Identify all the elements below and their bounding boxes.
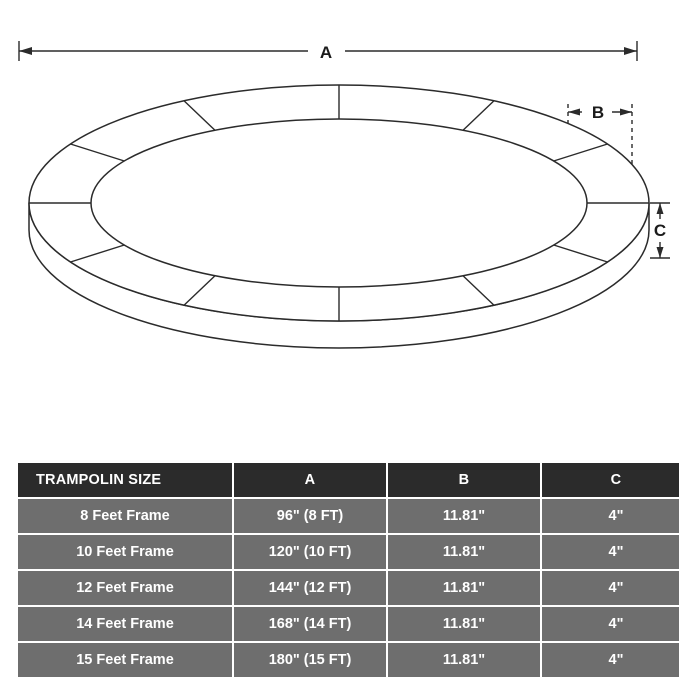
dimension-c-arrow-top — [657, 203, 664, 214]
dimension-b-arrow-right — [620, 109, 632, 116]
table-row — [17, 534, 679, 570]
column-header-c: C — [541, 462, 679, 498]
cell-size: 10 Feet Frame — [17, 534, 233, 570]
dimension-a-arrow-left — [19, 47, 32, 55]
cell-a: 120" (10 FT) — [233, 534, 387, 570]
dimension-b-label: B — [591, 103, 605, 122]
cell-size: 12 Feet Frame — [17, 570, 233, 606]
column-header-size: TRAMPOLIN SIZE — [17, 462, 233, 498]
cell-b: 11.81" — [387, 498, 541, 534]
table-row — [17, 606, 679, 642]
cell-c: 4" — [541, 606, 679, 642]
dimension-c-arrow-bottom — [657, 247, 664, 258]
cell-c: 4" — [541, 534, 679, 570]
table-body — [17, 498, 679, 678]
cell-c: 4" — [541, 642, 679, 678]
cell-b: 11.81" — [387, 534, 541, 570]
cell-b: 11.81" — [387, 570, 541, 606]
dimension-a-arrow-right — [624, 47, 637, 55]
specification-table — [16, 461, 679, 679]
column-header-a: A — [233, 462, 387, 498]
table-row — [17, 642, 679, 678]
table-header-row — [17, 462, 679, 498]
cell-c: 4" — [541, 570, 679, 606]
cell-a: 144" (12 FT) — [233, 570, 387, 606]
cell-a: 180" (15 FT) — [233, 642, 387, 678]
cell-b: 11.81" — [387, 642, 541, 678]
dimension-c-label: C — [653, 221, 667, 240]
dimension-b-arrow-left — [568, 109, 580, 116]
cell-size: 8 Feet Frame — [17, 498, 233, 534]
table-head — [17, 462, 679, 498]
cell-size: 14 Feet Frame — [17, 606, 233, 642]
column-header-b: B — [387, 462, 541, 498]
cell-size: 15 Feet Frame — [17, 642, 233, 678]
table-row — [17, 570, 679, 606]
cell-b: 11.81" — [387, 606, 541, 642]
cell-c: 4" — [541, 498, 679, 534]
cell-a: 168" (14 FT) — [233, 606, 387, 642]
dimension-a-label: A — [319, 43, 333, 62]
cell-a: 96" (8 FT) — [233, 498, 387, 534]
pad-inner-edge — [91, 119, 587, 287]
table-row — [17, 498, 679, 534]
